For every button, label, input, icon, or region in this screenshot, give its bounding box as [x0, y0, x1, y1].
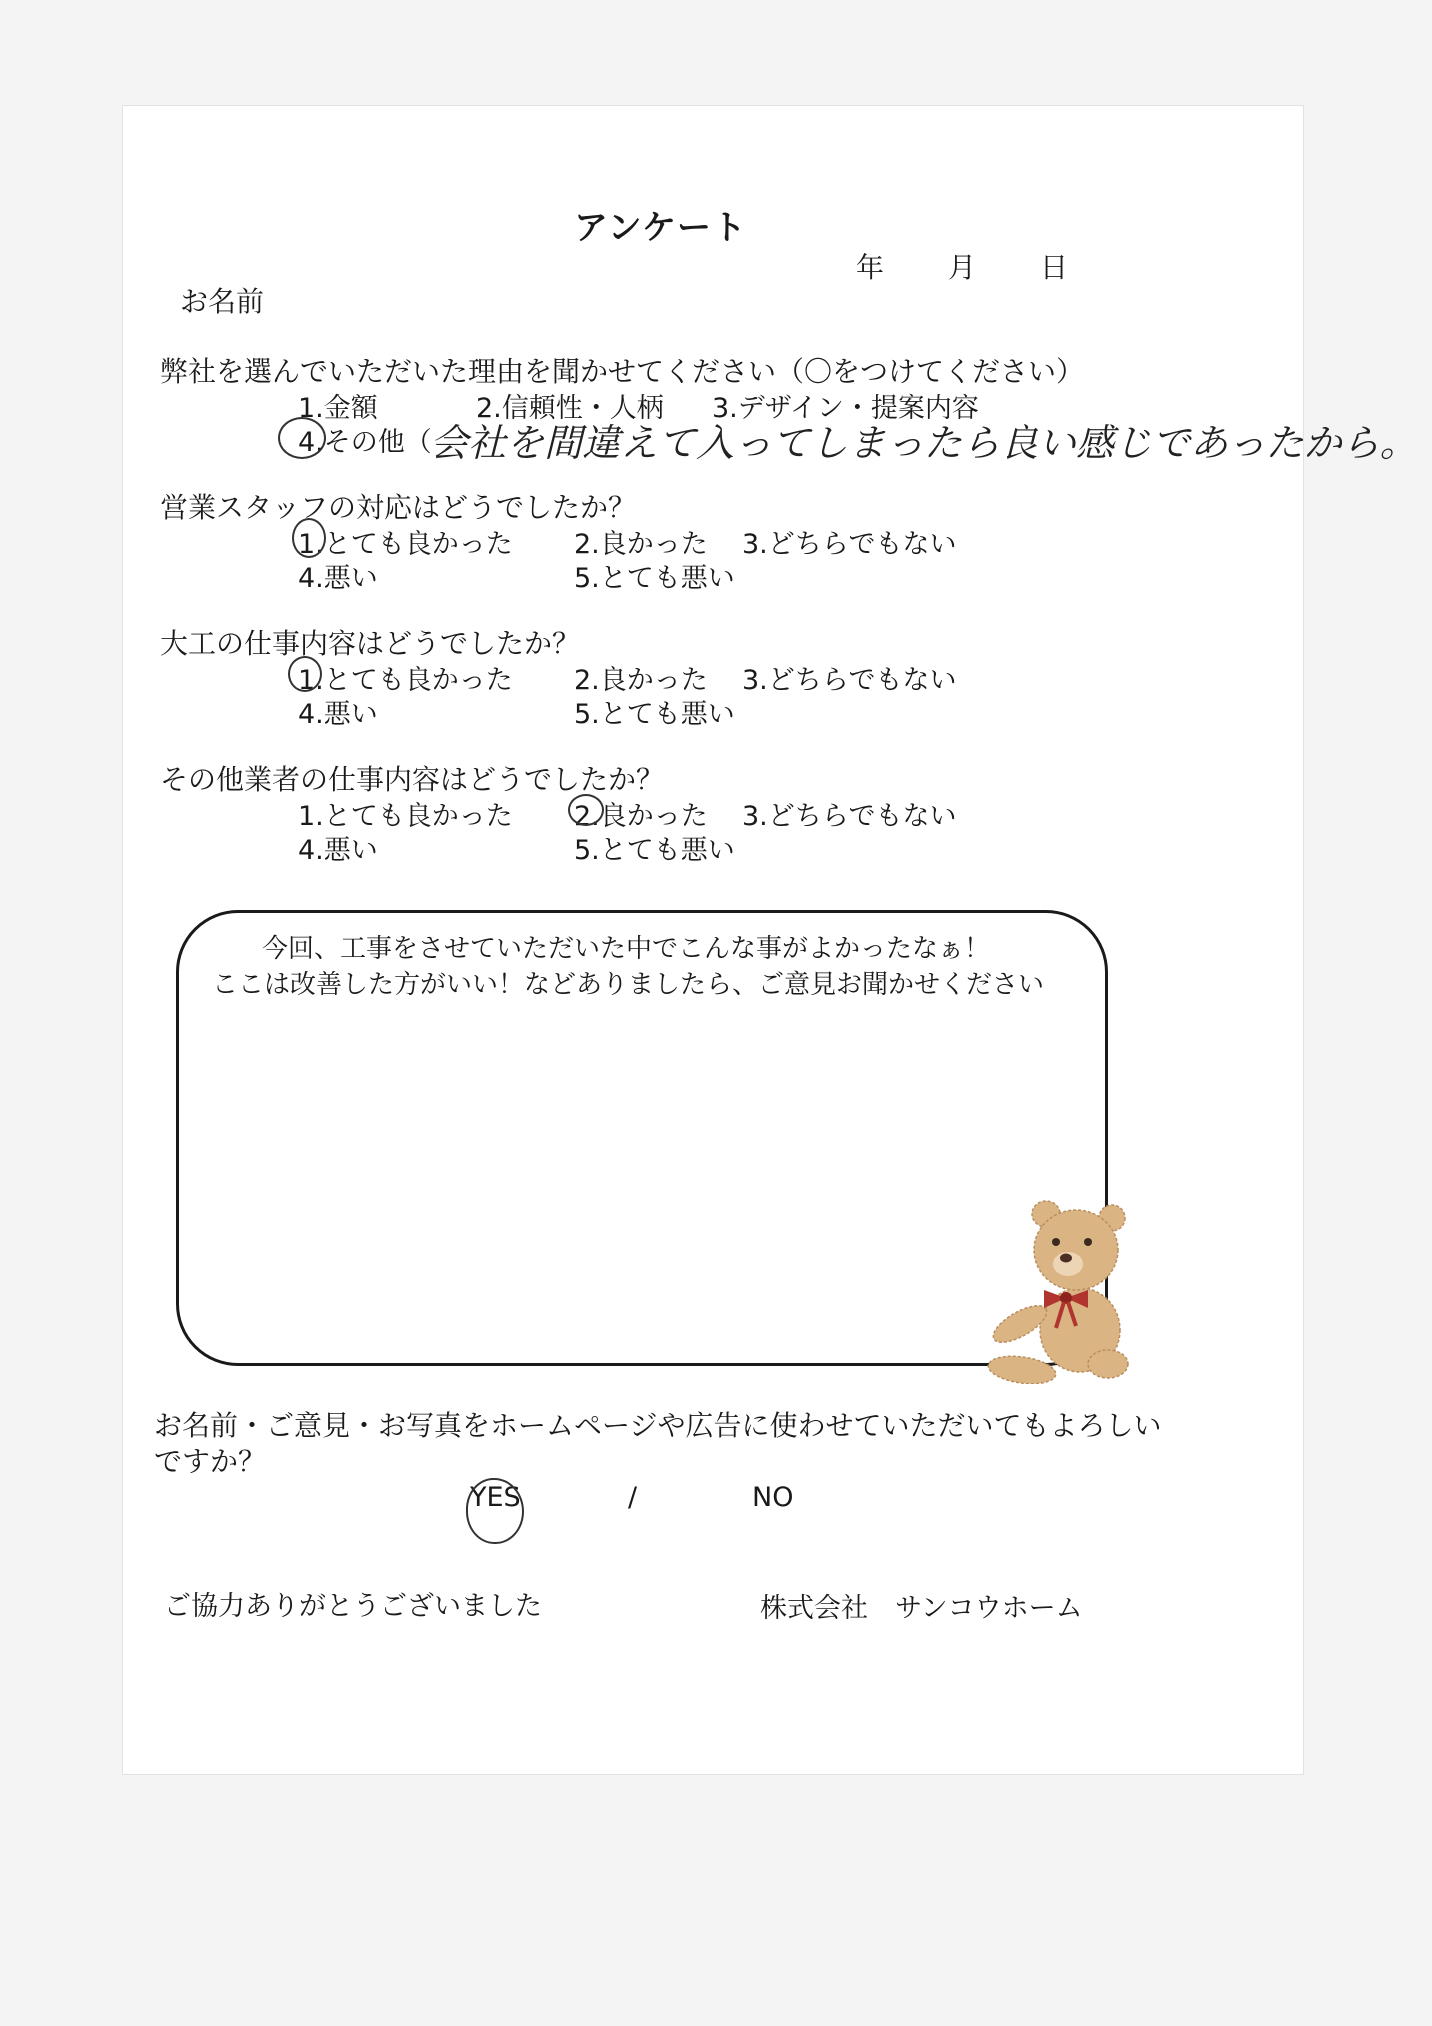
q4-option-1[interactable]: 1.とても良かった: [298, 801, 513, 832]
survey-title: アンケート: [574, 208, 747, 248]
q2-option-5[interactable]: 5.とても悪い: [574, 563, 735, 594]
q3-option-3[interactable]: 3.どちらでもない: [742, 665, 957, 696]
name-label: お名前: [180, 285, 265, 318]
q4-selection-circle: [568, 794, 604, 826]
consent-question-line1: お名前・ご意見・お写真をホームページや広告に使わせていただいてもよろしい: [154, 1409, 1162, 1442]
q3-option-1[interactable]: 1.とても良かった: [298, 665, 513, 696]
q2-option-1[interactable]: 1.とても良かった: [298, 529, 513, 560]
q4-option-2[interactable]: 2.良かった: [574, 801, 708, 832]
q2-selection-circle: [292, 518, 326, 558]
consent-question-line2: ですか？: [154, 1445, 267, 1478]
q4-option-5[interactable]: 5.とても悪い: [574, 835, 735, 866]
company-name: 株式会社 サンコウホーム: [760, 1593, 1083, 1624]
date-month-label: 月: [948, 251, 977, 284]
q2-option-4[interactable]: 4.悪い: [298, 563, 378, 594]
q1-question: 弊社を選んでいただいた理由を聞かせてください（〇をつけてください）: [160, 355, 1085, 388]
comment-prompt-line2: ここは改善した方がいい！などありましたら、ご意見お聞かせください: [212, 970, 1045, 1000]
q3-selection-circle: [288, 656, 322, 692]
date-year-label: 年: [856, 251, 885, 284]
q1-option-2[interactable]: 2.信頼性・人柄: [476, 393, 664, 424]
q1-option-3[interactable]: 3.デザイン・提案内容: [712, 393, 979, 424]
q1-option-1[interactable]: 1.金額: [298, 393, 378, 424]
q2-option-3[interactable]: 3.どちらでもない: [742, 529, 957, 560]
thanks-text: ご協力ありがとうございました: [164, 1591, 542, 1622]
q4-question: その他業者の仕事内容はどうでしたか？: [160, 763, 665, 796]
date-day-label: 日: [1040, 251, 1069, 284]
comment-prompt-line1: 今回、工事をさせていただいた中でこんな事がよかったなぁ！: [262, 934, 991, 964]
q1-selection-circle: [278, 417, 326, 459]
teddy-bear-icon: [984, 1198, 1134, 1384]
q3-option-2[interactable]: 2.良かった: [574, 665, 708, 696]
consent-no-option[interactable]: NO: [752, 1482, 794, 1513]
q1-option-4[interactable]: 4.その他（: [298, 427, 432, 458]
q2-question: 営業スタッフの対応はどうでしたか？: [160, 491, 637, 524]
consent-selection-circle: [466, 1478, 524, 1544]
consent-yes-option[interactable]: YES: [470, 1482, 521, 1513]
q3-option-4[interactable]: 4.悪い: [298, 699, 378, 730]
q4-option-4[interactable]: 4.悪い: [298, 835, 378, 866]
comment-field[interactable]: [230, 1020, 1030, 1320]
q2-option-2[interactable]: 2.良かった: [574, 529, 708, 560]
q4-option-3[interactable]: 3.どちらでもない: [742, 801, 957, 832]
q3-option-5[interactable]: 5.とても悪い: [574, 699, 735, 730]
q1-handwritten-other: 会社を間違えて入ってしまったら良い感じであったから。: [430, 421, 1418, 465]
q3-question: 大工の仕事内容はどうでしたか？: [160, 627, 581, 660]
consent-separator: /: [628, 1482, 638, 1513]
